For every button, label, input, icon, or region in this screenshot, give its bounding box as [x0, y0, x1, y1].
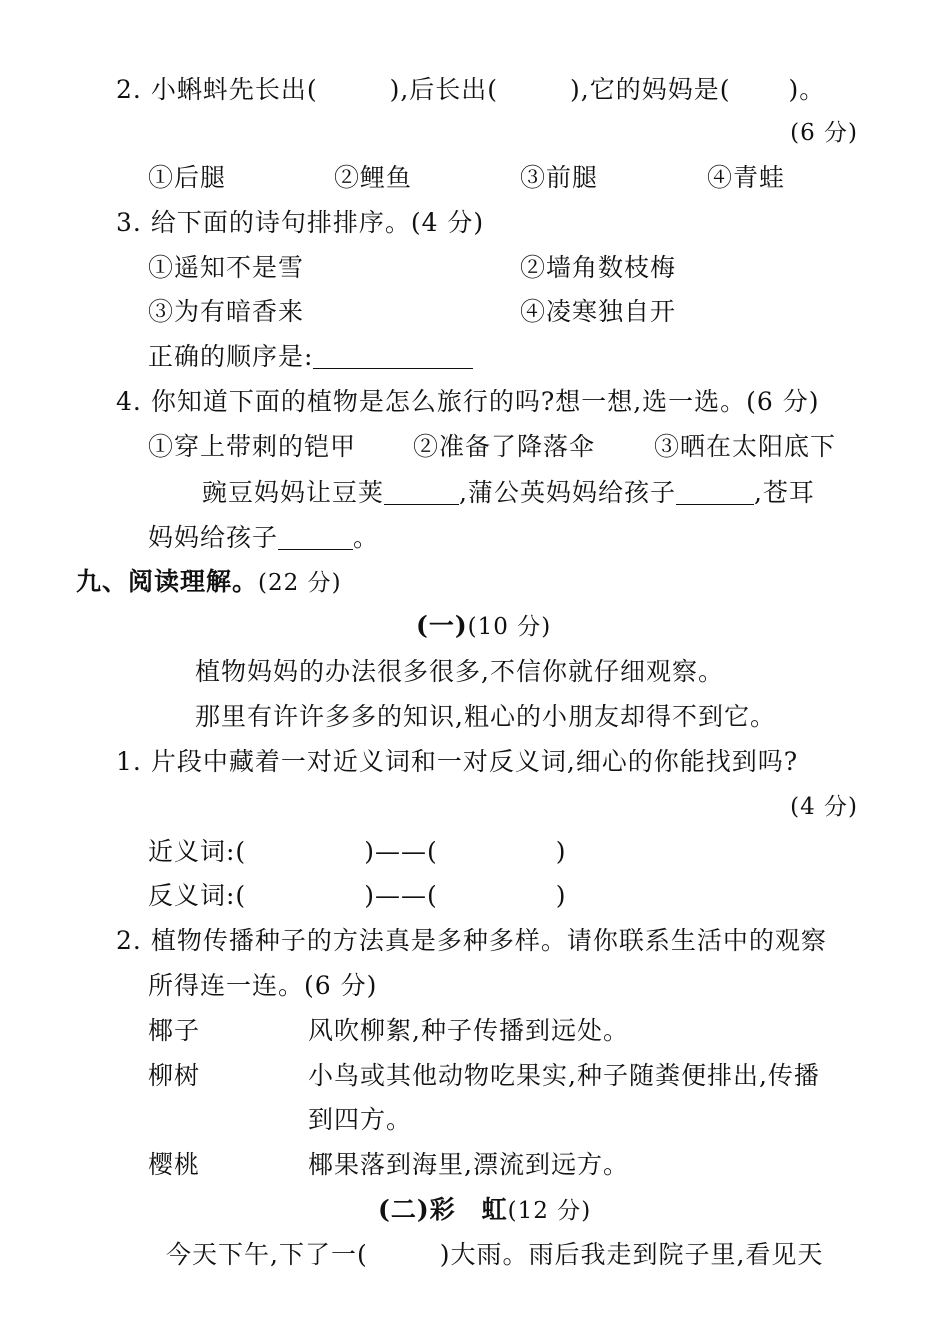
q4-text-3: ,苍耳: [753, 478, 815, 507]
q4-option-2: ②准备了降落伞: [413, 432, 596, 461]
q4-sentence-line2: [148, 523, 379, 553]
q3-number: 3.: [116, 208, 142, 237]
match-left-2[interactable]: 柳树: [148, 1061, 201, 1090]
part2-text-2: )大雨。雨后我走到院子里,看见天: [439, 1240, 824, 1269]
part2-score: (12 分): [507, 1198, 592, 1224]
q4-text-5: 。: [353, 523, 380, 552]
antonym-label: 反义词:(: [148, 881, 247, 910]
part2-title: (二)彩 虹: [378, 1195, 508, 1224]
match-right-2[interactable]: 小鸟或其他动物吃果实,种子随粪便排出,传播: [308, 1061, 820, 1090]
q4-blank-1[interactable]: [384, 480, 459, 505]
antonym-end: ): [555, 881, 567, 910]
part1-q1-number: 1.: [116, 747, 142, 776]
part1-q1-text: 片段中藏着一对近义词和一对反义词,细心的你能找到吗?: [150, 747, 799, 776]
part1-q2-number: 2.: [116, 926, 142, 955]
match-right-1[interactable]: 风吹柳絮,种子传播到远处。: [308, 1016, 629, 1045]
match-right-2-cont: 到四方。: [308, 1105, 413, 1134]
part1-q1-score: (4 分): [790, 794, 858, 820]
synonym-label: 近义词:(: [148, 837, 247, 866]
synonym-row: [148, 837, 566, 867]
q4-blank-2[interactable]: [676, 480, 754, 505]
q4-option-3: ③晒在太阳底下: [654, 432, 837, 461]
section9-title: 九、阅读理解。: [76, 567, 259, 596]
antonym-row: [148, 881, 566, 911]
q4-text-2: ,蒲公英妈妈给孩子: [459, 478, 676, 507]
q4-text-4: 妈妈给孩子: [148, 523, 279, 552]
antonym-dash: )——(: [364, 881, 438, 910]
q4-option-1: ①穿上带刺的铠甲: [148, 432, 357, 461]
part1-score: (10 分): [467, 614, 552, 640]
q4-blank-3[interactable]: [278, 525, 353, 550]
q2-text-1: 小蝌蚪先长出(: [150, 75, 318, 104]
synonym-end: ): [555, 837, 567, 866]
q3-answer-blank[interactable]: [313, 344, 473, 369]
part1-q2-text-2: 所得连一连。(6 分): [148, 971, 378, 1000]
part1-q2-text: 植物传播种子的方法真是多种多样。请你联系生活中的观察: [150, 926, 827, 955]
part2-text-1: 今天下午,下了一(: [166, 1240, 368, 1269]
match-left-1[interactable]: 椰子: [148, 1016, 201, 1045]
section9-heading: [76, 567, 342, 598]
q3-stem: [116, 208, 484, 238]
q2-option-2: ②鲤鱼: [334, 163, 413, 192]
part1-passage-line-1: 植物妈妈的办法很多很多,不信你就仔细观察。: [195, 657, 724, 686]
q3-answer-row: [148, 342, 473, 372]
q4-sentence-line1: [202, 478, 815, 508]
match-left-3[interactable]: 樱桃: [148, 1150, 201, 1179]
q4-stem: [116, 387, 820, 417]
q4-number: 4.: [116, 387, 142, 416]
q3-option-1: ①遥知不是雪: [148, 253, 305, 282]
part2-heading: [378, 1195, 591, 1226]
synonym-dash: )——(: [364, 837, 438, 866]
q4-text-1: 豌豆妈妈让豆荚: [202, 478, 385, 507]
section9-score: (22 分): [258, 570, 342, 596]
q2-text-2: ),后长出(: [389, 75, 499, 104]
q3-option-2: ②墙角数枝梅: [520, 253, 677, 282]
q3-option-3: ③为有暗香来: [148, 297, 305, 326]
match-right-3[interactable]: 椰果落到海里,漂流到远方。: [308, 1150, 629, 1179]
part1-title: (一): [416, 611, 468, 640]
q2-stem: [116, 75, 825, 105]
q2-option-3: ③前腿: [520, 163, 599, 192]
q3-answer-label: 正确的顺序是:: [148, 342, 314, 371]
q3-option-4: ④凌寒独自开: [520, 297, 677, 326]
part1-heading: [416, 611, 551, 642]
q2-option-1: ①后腿: [148, 163, 227, 192]
part1-q2-stem: [116, 926, 827, 956]
q4-title: 你知道下面的植物是怎么旅行的吗?想一想,选一选。(6 分): [150, 387, 820, 416]
q2-score: (6 分): [790, 120, 858, 146]
q2-text-4: )。: [788, 75, 826, 104]
q2-text-3: ),它的妈妈是(: [570, 75, 731, 104]
part1-q1-stem: [116, 747, 798, 777]
q2-option-4: ④青蛙: [707, 163, 786, 192]
part2-passage-line-1: [166, 1240, 823, 1270]
q3-title: 给下面的诗句排排序。(4 分): [150, 208, 485, 237]
q2-number: 2.: [116, 75, 142, 104]
part1-passage-line-2: 那里有许许多多的知识,粗心的小朋友却得不到它。: [195, 702, 776, 731]
